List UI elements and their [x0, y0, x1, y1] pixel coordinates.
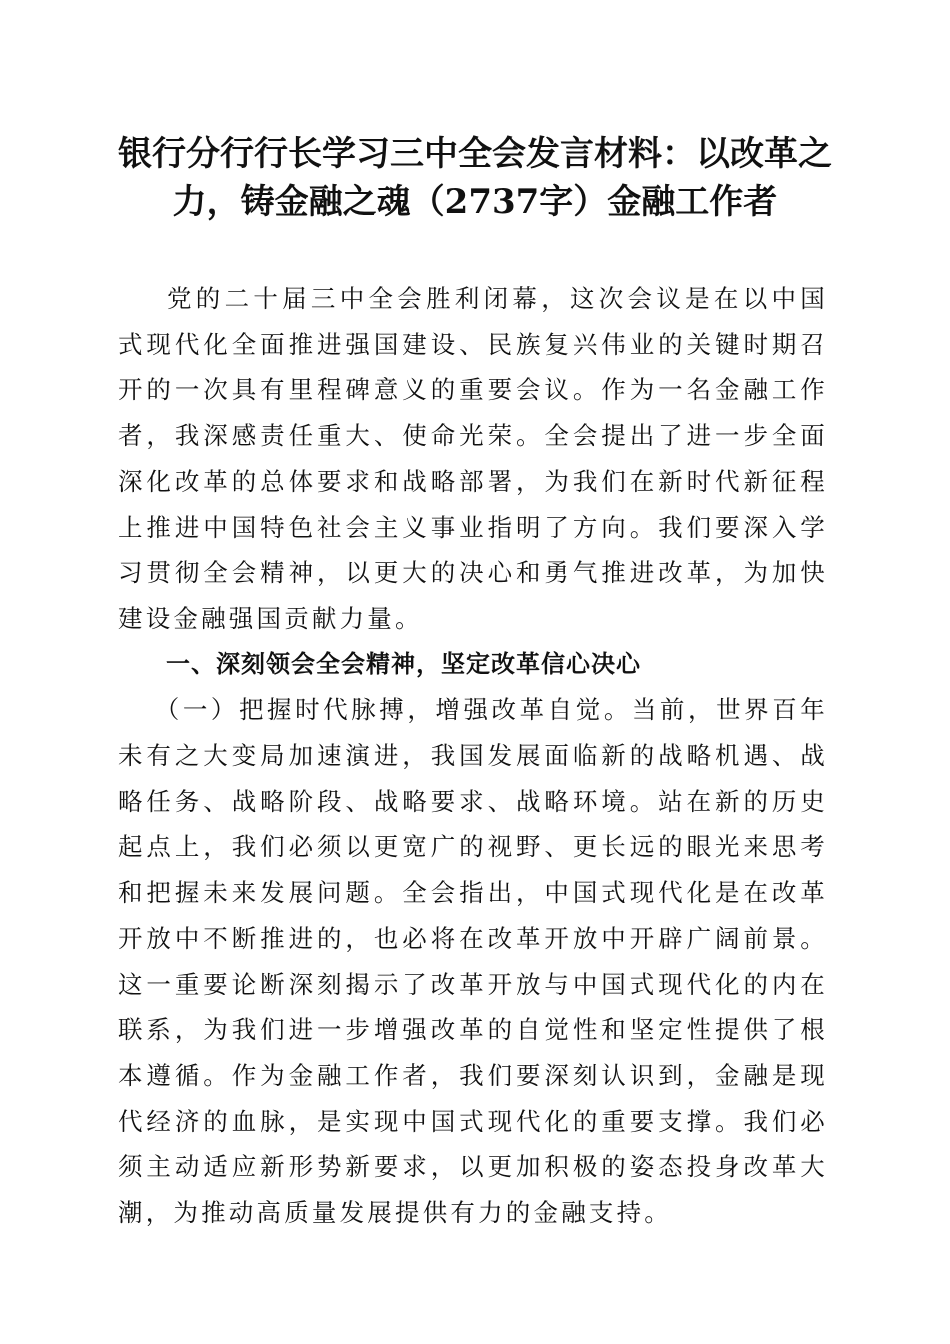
- intro-paragraph: 党的二十届三中全会胜利闭幕，这次会议是在以中国式现代化全面推进强国建设、民族复兴伟业的关键时期召开的一次具有里程碑意义的重要会议。作为一名金融工作者，我深感责任重大、使命光荣。全会提出了进一步全面深化改革的总体要求和战略部署，为我们在新时代新征程上推进中国特色社会主义事业指明了方向。我们要深入学习贯彻全会精神，以更大的决心和勇气推进改革，为加快建设金融强国贡献力量。: [118, 284, 828, 633]
- subsection-paragraph: （一）把握时代脉搏，增强改革自觉。当前，世界百年未有之大变局加速演进，我国发展面临新的战略机遇、战略任务、战略阶段、战略要求、战略环境。站在新的历史起点上，我们必须以更宽广的视野、更长远的眼光来思考和把握未来发展问题。全会指出，中国式现代化是在改革开放中不断推进的，也必将在改革开放中开辟广阔前景。这一重要论断深刻揭示了改革开放与中国式现代化的内在联系，为我们进一步增强改革的自觉性和坚定性提供了根本遵循。作为金融工作者，我们要深刻认识到，金融是现代经济的血脉，是实现中国式现代化的重要支撑。我们必须主动适应新形势新要求，以更加积极的姿态投身改革大潮，为推动高质量发展提供有力的金融支持。: [118, 695, 828, 1228]
- document-body: [118, 276, 828, 1236]
- document-title: 银行分行行长学习三中全会发言材料：以改革之力，铸金融之魂（2737字）金融工作者: [118, 134, 832, 222]
- section-heading: 一、深刻领会全会精神，坚定改革信心决心: [166, 649, 641, 678]
